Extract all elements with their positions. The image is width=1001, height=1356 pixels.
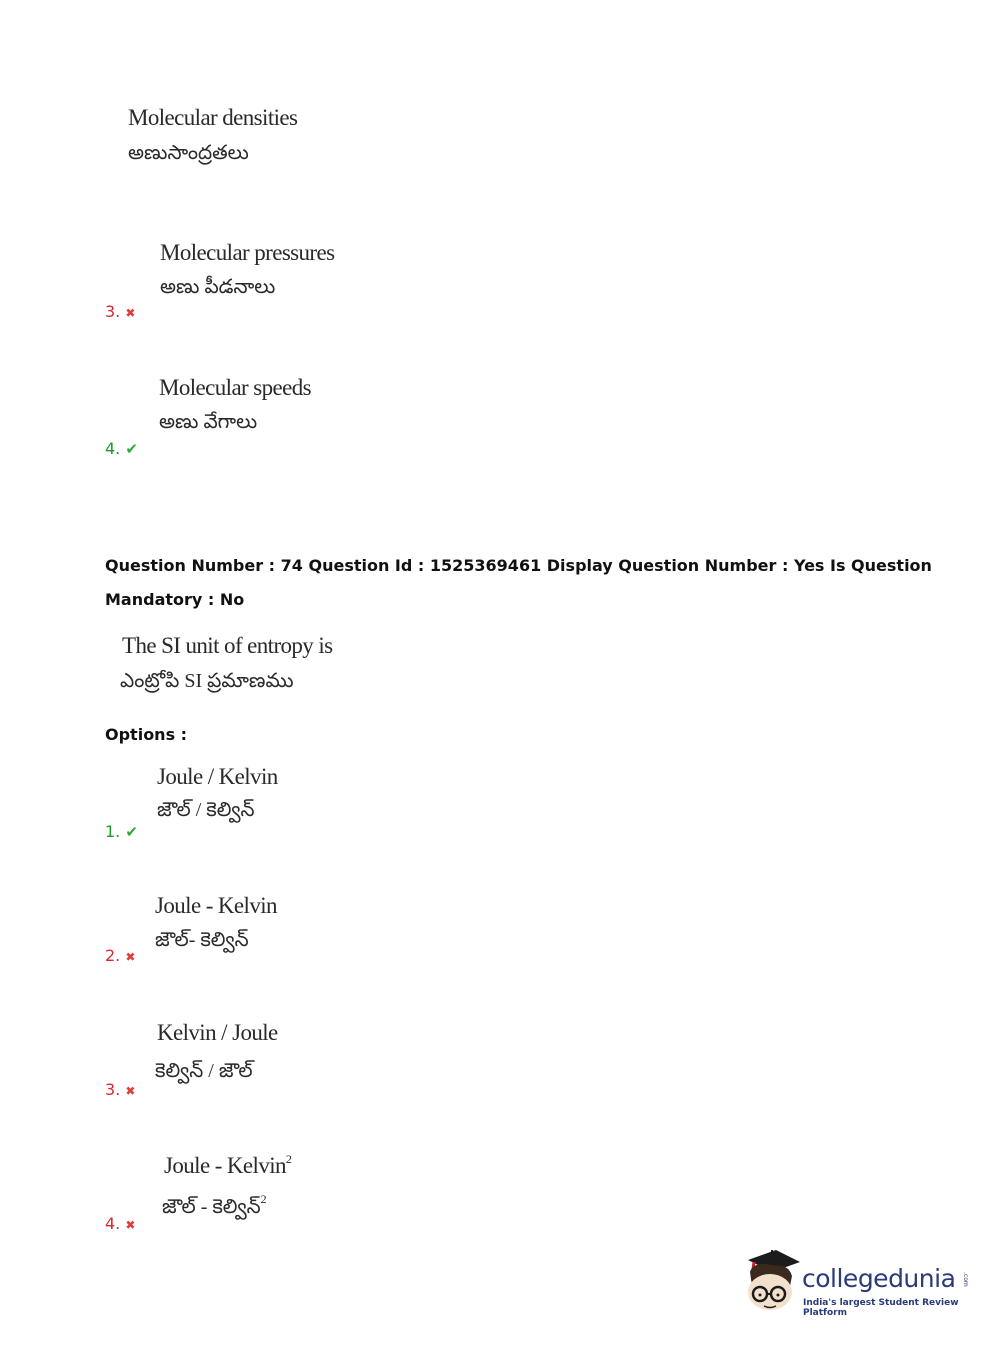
option-number-label: 4. (105, 1214, 121, 1233)
check-icon: ✔ (125, 823, 138, 841)
logo-wordmark: collegedunia (802, 1264, 956, 1293)
option-text-te: కెల్విన్ / జౌల్ (155, 1060, 253, 1082)
question-text-en: The SI unit of entropy is (122, 633, 333, 658)
option-text-en: Molecular speeds (159, 375, 311, 400)
option-number-label: 2. (105, 946, 121, 965)
cross-icon: ✖ (125, 306, 136, 320)
logo-tagline: India's largest Student Review Platform (803, 1298, 959, 1318)
question-header-line2: Mandatory : No (105, 590, 245, 609)
option-number (105, 302, 135, 321)
option-number-label: 4. (105, 439, 121, 458)
options-label: Options : (105, 725, 188, 744)
logo-com: .com (962, 1272, 969, 1287)
option-number (105, 439, 138, 458)
option-text-en: Joule - Kelvin (155, 893, 277, 918)
option-text-te: అణుసాంద్రతలు (128, 142, 249, 164)
option-number-label: 1. (105, 822, 121, 841)
question-text-te: ఎంట్రోపి SI ప్రమాణము (120, 670, 294, 692)
mascot-icon (742, 1246, 802, 1318)
superscript: 2 (260, 1192, 267, 1206)
option-text-te-base: జౌల్ - కెల్విన్ (162, 1196, 261, 1218)
option-text-te: జౌల్- కెల్విన్ (155, 929, 249, 951)
option-text-en: Kelvin / Joule (157, 1020, 278, 1045)
option-number-label: 3. (105, 302, 121, 321)
option-text-en: Molecular pressures (160, 240, 335, 265)
option-number (105, 1080, 135, 1099)
cross-icon: ✖ (125, 1084, 136, 1098)
option-text-te: అణు వేగాలు (159, 411, 258, 433)
option-text-en: Molecular densities (128, 105, 298, 130)
option-number-label: 3. (105, 1080, 121, 1099)
collegedunia-logo (742, 1246, 972, 1318)
superscript: 2 (285, 1152, 292, 1166)
option-text-te: జౌల్ / కెల్విన్ (157, 799, 255, 821)
check-icon: ✔ (125, 440, 138, 458)
option-text-en: Joule / Kelvin (157, 764, 278, 789)
option-number (105, 822, 138, 841)
option-text-en (164, 1153, 291, 1177)
option-text-te (162, 1193, 267, 1217)
cross-icon: ✖ (125, 1218, 136, 1232)
option-text-te: అణు పీడనాలు (160, 276, 276, 298)
question-header-line1: Question Number : 74 Question Id : 1525369461 Display Question Number : Yes Is Question (105, 556, 932, 575)
option-number (105, 1214, 135, 1233)
option-text-en-base: Joule - Kelvin (164, 1153, 286, 1178)
option-number (105, 946, 135, 965)
cross-icon: ✖ (125, 950, 136, 964)
